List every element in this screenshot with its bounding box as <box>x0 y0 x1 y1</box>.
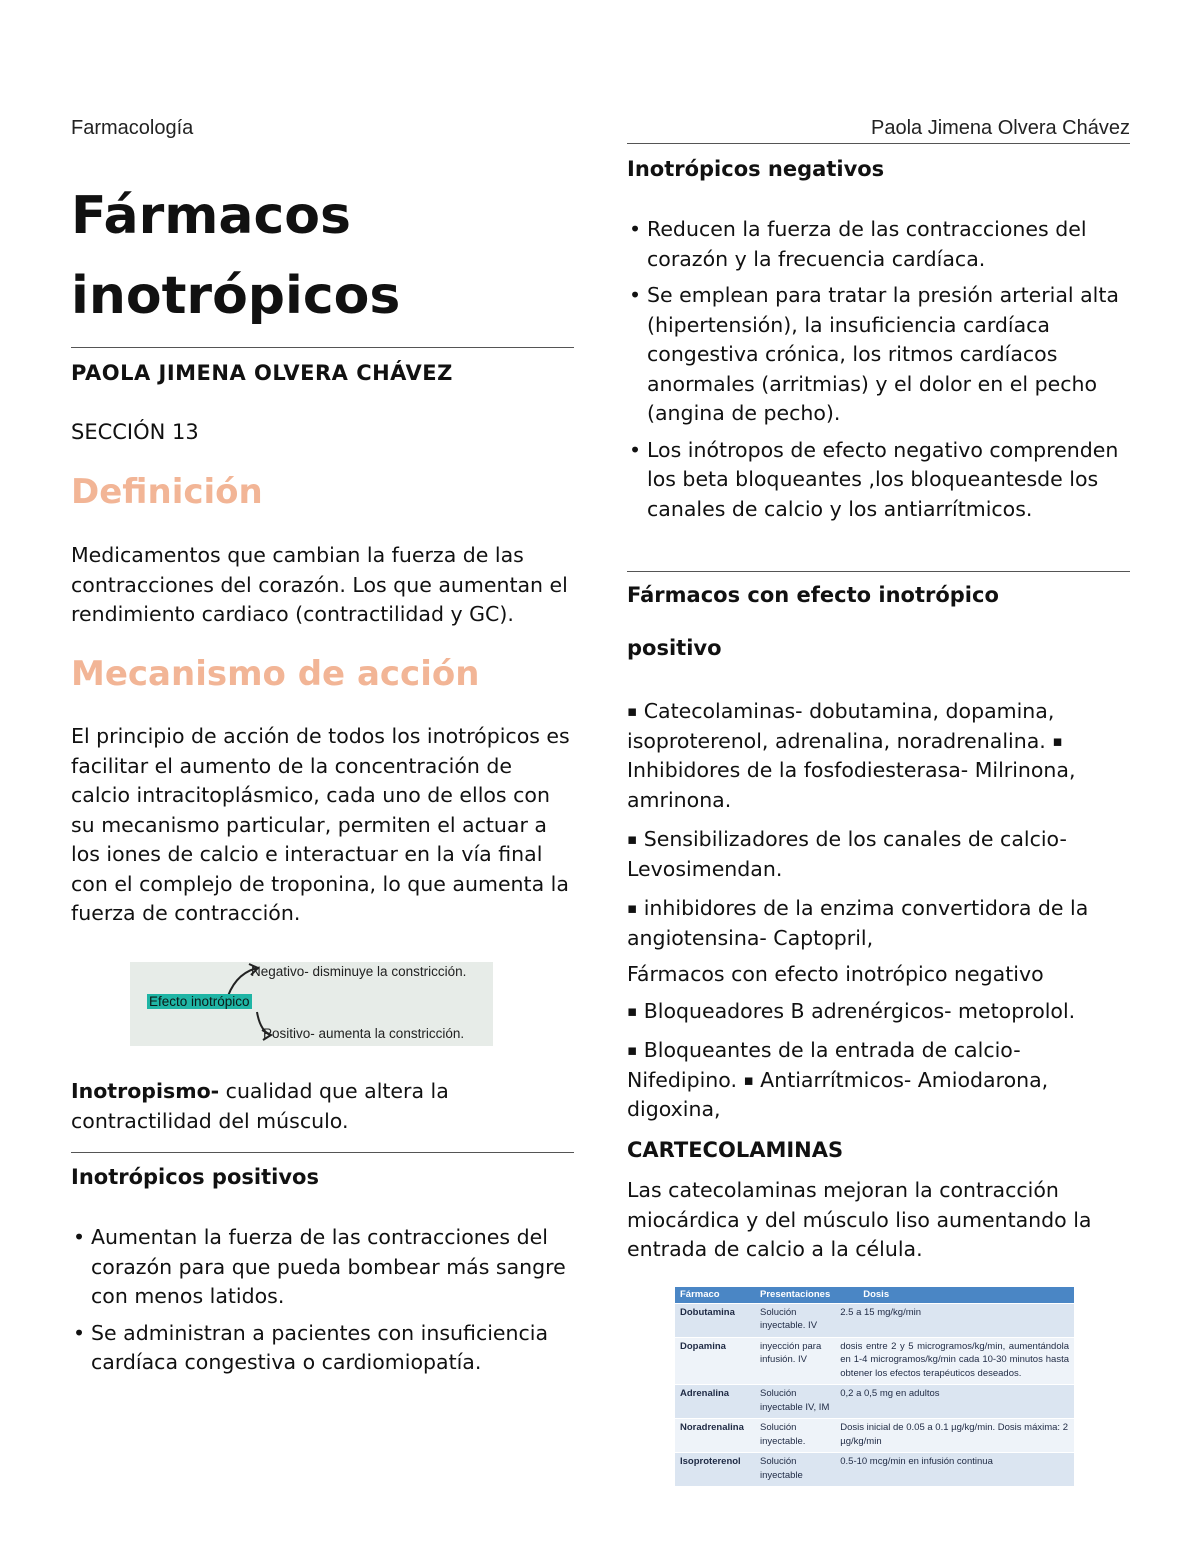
author-name: PAOLA JIMENA OLVERA CHÁVEZ <box>71 361 453 385</box>
farmacos-heading-2: positivo <box>627 636 722 660</box>
negative-drugs-title: Fármacos con efecto inotrópico negativo <box>627 962 1044 986</box>
table-cell: 2.5 a 15 mg/kg/min <box>835 1303 1074 1337</box>
table-cell: 0.5-10 mcg/min en infusión continua <box>835 1453 1074 1487</box>
farmacos-heading: Fármacos con efecto inotrópico <box>627 583 999 607</box>
list-item: • Los inótropos de efecto negativo comprenden los beta bloqueantes ,los bloqueantesde los canales de calcio y los antiarrítmicos. <box>627 436 1130 525</box>
betabloqueadores-text: Bloqueadores B adrenérgicos- metoprolol. <box>637 999 1076 1023</box>
square-bullet-icon: ▪ <box>743 1070 754 1089</box>
positivos-heading: Inotrópicos positivos <box>71 1165 319 1189</box>
column-header: Presentaciones <box>755 1287 835 1303</box>
column-header: Fármaco <box>675 1287 755 1303</box>
title-line-2: inotrópicos <box>71 266 401 326</box>
table-cell: Solución inyectable. <box>755 1419 835 1453</box>
negativos-heading: Inotrópicos negativos <box>627 157 885 181</box>
column-header: Dosis <box>835 1287 1074 1303</box>
square-bullet-icon: ▪ <box>627 702 638 720</box>
table-cell: dosis entre 2 y 5 microgramos/kg/min, aumentándola en 1-4 microgramos/kg/min cada 10-30 minutos hasta obtener los efectos terapéuticos deseados. <box>835 1337 1074 1385</box>
inotropismo-term: Inotropismo- <box>71 1079 220 1103</box>
table-header-row <box>675 1287 1074 1303</box>
list-item: • Se emplean para tratar la presión arterial alta (hipertensión), la insuficiencia cardíaca congestiva crónica, los ritmos cardíacos anormales (arritmias) y el dolor en el pecho (angina de pecho). <box>627 281 1130 429</box>
table-row <box>675 1385 1074 1419</box>
table-row <box>675 1419 1074 1453</box>
negativos-list <box>627 215 1130 531</box>
definicion-heading: Definición <box>71 472 263 512</box>
list-item: • Se administran a pacientes con insuficiencia cardíaca congestiva o cardiomiopatía. <box>71 1319 576 1378</box>
fosfodiesterasa-item: Inhibidores de la fosfodiesterasa- Milrinona, amrinona. <box>627 758 1076 812</box>
table-cell: Noradrenalina <box>675 1419 755 1453</box>
table-row <box>675 1453 1074 1487</box>
diagram-positive-label: Positivo- aumenta la constricción. <box>263 1026 465 1041</box>
square-bullet-icon: ▪ <box>1052 731 1063 750</box>
ieca-item <box>627 894 1130 953</box>
dose-table <box>675 1287 1074 1486</box>
inotropismo-paragraph <box>71 1077 574 1136</box>
table-cell: Solución inyectable IV, IM <box>755 1385 835 1419</box>
sensibilizadores-text: Sensibilizadores de los canales de calcio- Levosimendan. <box>627 827 1067 881</box>
square-bullet-icon: ▪ <box>627 899 638 917</box>
square-bullet-icon: ▪ <box>627 1002 638 1020</box>
inotropismo-text: cualidad que altera la contractilidad del músculo. <box>71 1079 449 1133</box>
table-cell: Isoproterenol <box>675 1453 755 1487</box>
catecolaminas-text: Las catecolaminas mejoran la contracción miocárdica y del músculo liso aumentando la entrada de calcio a la célula. <box>627 1178 1092 1261</box>
table-row <box>675 1303 1074 1337</box>
catecolaminas-item: Catecolaminas- dobutamina, dopamina, isoproterenol, adrenalina, noradrenalina. <box>627 699 1055 753</box>
mecanismo-text: El principio de acción de todos los inotrópicos es facilitar el aumento de la concentración de calcio intracitoplásmico, cada uno de ellos con su mecanismo particular, permiten el actuar a los iones de calcio e interactuar en la vía final con el complejo de troponina, lo que aumenta la fuerza de contracción. <box>71 724 570 925</box>
catecolaminas-heading: CARTECOLAMINAS <box>627 1138 844 1162</box>
calcio-item <box>627 1036 1130 1125</box>
divider <box>71 1152 574 1153</box>
table-cell: Dopamina <box>675 1337 755 1385</box>
calcio-text: Bloqueantes de la entrada de calcio- Nifedipino. <box>627 1038 1021 1092</box>
square-bullet-icon: ▪ <box>627 830 638 848</box>
positivos-list <box>71 1223 576 1385</box>
definicion-text: Medicamentos que cambian la fuerza de las contracciones del corazón. Los que aumentan el rendimiento cardiaco (contractilidad y GC). <box>71 543 568 626</box>
table-cell: Solución inyectable. IV <box>755 1303 835 1337</box>
farmacos-positive-list <box>627 697 1130 815</box>
table-cell: 0,2 a 0,5 mg en adultos <box>835 1385 1074 1419</box>
title-line-1: Fármacos <box>71 186 351 246</box>
section-label: SECCIÓN 13 <box>71 420 199 444</box>
sensibilizadores-item <box>627 825 1130 884</box>
table-cell: Dobutamina <box>675 1303 755 1337</box>
table-cell: Adrenalina <box>675 1385 755 1419</box>
table-cell: Solución inyectable <box>755 1453 835 1487</box>
diagram-center-label: Efecto inotrópico <box>149 994 250 1009</box>
ieca-text: inhibidores de la enzima convertidora de la angiotensina- Captopril, <box>627 896 1089 950</box>
square-bullet-icon: ▪ <box>627 1041 638 1059</box>
header-subject: Farmacología <box>71 117 194 139</box>
table-cell: inyección para infusión. IV <box>755 1337 835 1385</box>
betabloqueadores-item <box>627 997 1130 1027</box>
divider <box>71 347 574 348</box>
list-item: • Aumentan la fuerza de las contracciones del corazón para que pueda bombear más sangre con menos latidos. <box>71 1223 576 1312</box>
antiarritmicos-text: Antiarrítmicos- Amiodarona, digoxina, <box>627 1067 1049 1121</box>
list-item: • Reducen la fuerza de las contracciones del corazón y la frecuencia cardíaca. <box>627 215 1130 274</box>
mecanismo-heading: Mecanismo de acción <box>71 654 480 694</box>
header-author: Paola Jimena Olvera Chávez <box>627 117 1130 144</box>
page-title <box>71 176 400 336</box>
table-cell: Dosis inicial de 0.05 a 0.1 µg/kg/min. Dosis máxima: 2 µg/kg/min <box>835 1419 1074 1453</box>
table-row <box>675 1337 1074 1385</box>
inotropic-effect-diagram <box>130 962 493 1046</box>
divider <box>627 571 1130 572</box>
diagram-negative-label: Negativo- disminuye la constricción. <box>251 964 467 979</box>
